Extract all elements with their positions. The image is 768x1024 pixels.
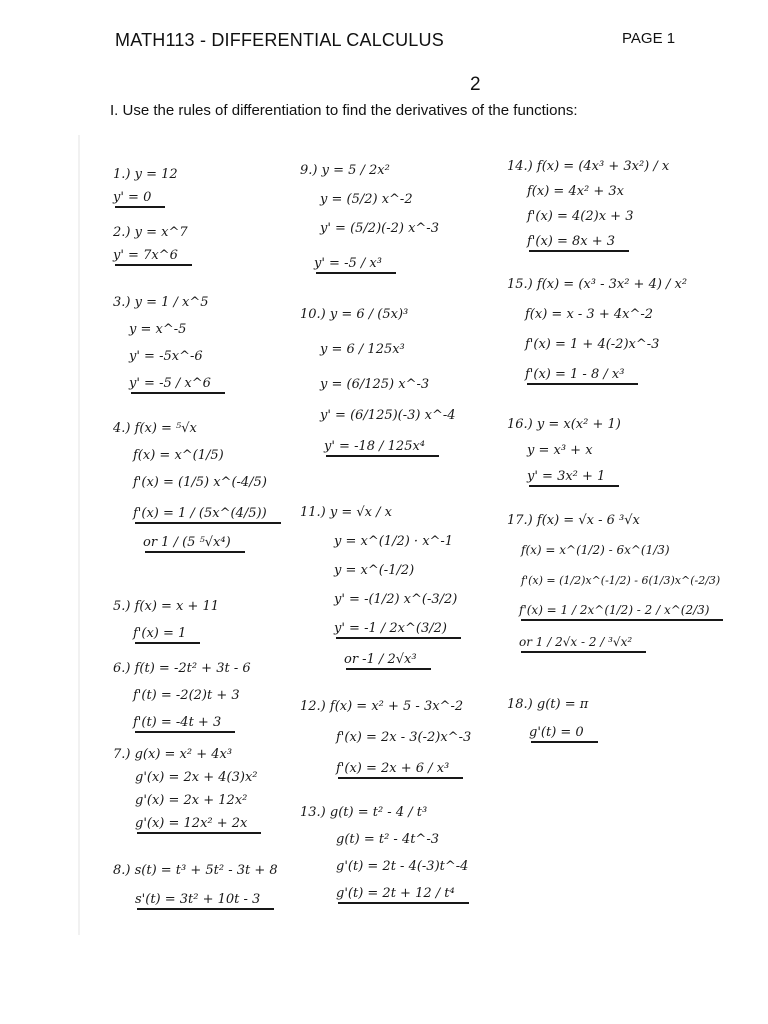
step-line: g'(x) = 2x + 4(3)x²: [135, 770, 258, 785]
problem-line: 17.) f(x) = √x - 6 ³√x: [507, 513, 640, 528]
page-header: [0, 0, 768, 140]
problem-line: 13.) g(t) = t² - 4 / t³: [300, 805, 428, 820]
answer-line: f'(x) = 8x + 3: [527, 235, 629, 248]
problem-line: 2.) y = x^7: [113, 225, 188, 240]
problem-11: [300, 506, 500, 668]
step-line: f'(x) = 2x - 3(-2)x^-3: [336, 730, 472, 745]
problem-4: [113, 422, 293, 551]
problem-18: [507, 698, 598, 741]
step-line: y' = (6/125)(-3) x^-4: [320, 408, 456, 423]
answer-line: y' = -18 / 125x⁴: [324, 440, 439, 453]
problem-10: [300, 308, 456, 455]
step-line: g(t) = t² - 4t^-3: [336, 832, 439, 847]
course-title: MATH113 - DIFFERENTIAL CALCULUS: [115, 30, 444, 50]
answer-line-alt: or 1 / (5 ⁵√x⁴): [143, 536, 245, 549]
paper-edge: [78, 135, 80, 935]
answer-line: f'(x) = 2x + 6 / x³: [336, 762, 463, 775]
answer-line: y' = 0: [113, 191, 165, 204]
step-line: y' = -(1/2) x^(-3/2): [334, 592, 458, 607]
step-line: y = (5/2) x^-2: [320, 192, 413, 207]
step-line: g'(t) = 2t - 4(-3)t^-4: [336, 859, 469, 874]
problem-8: [113, 864, 278, 908]
problem-line: 18.) g(t) = π: [507, 697, 589, 712]
problem-17: [507, 514, 723, 651]
step-line: f'(x) = (1/5) x^(-4/5): [133, 475, 267, 490]
problem-13: [300, 806, 469, 902]
problem-12: [300, 700, 471, 777]
answer-line: f'(x) = 1: [133, 627, 200, 640]
step-line: y = 6 / 125x³: [320, 342, 405, 357]
problem-line: 11.) y = √x / x: [300, 505, 392, 520]
answer-line: f'(x) = 1 / 2x^(1/2) - 2 / x^(2/3): [519, 604, 723, 617]
answer-line: y' = -1 / 2x^(3/2): [334, 622, 461, 635]
answer-line: y' = -5 / x³: [314, 257, 396, 270]
step-line: f(x) = 4x² + 3x: [527, 184, 625, 199]
answer-line-alt: or 1 / 2√x - 2 / ³√x²: [519, 636, 646, 649]
step-line: f'(x) = (1/2)x^(-1/2) - 6(1/3)x^(-2/3): [521, 574, 721, 587]
problem-line: 16.) y = x(x² + 1): [507, 417, 621, 432]
problem-16: [507, 418, 621, 485]
problem-line: 7.) g(x) = x² + 4x³: [113, 747, 233, 762]
answer-line: f'(x) = 1 - 8 / x³: [525, 368, 638, 381]
step-line: f'(x) = 1 + 4(-2)x^-3: [525, 337, 660, 352]
answer-line: y' = -5 / x^6: [129, 377, 225, 390]
answer-line: g'(t) = 0: [529, 726, 598, 739]
answer-line: y' = 3x² + 1: [527, 470, 619, 483]
answer-line: g'(x) = 12x² + 2x: [135, 817, 261, 830]
problem-line: 5.) f(x) = x + 11: [113, 599, 220, 614]
problem-7: [113, 748, 261, 832]
step-line: f'(x) = 4(2)x + 3: [527, 209, 634, 224]
instructions: I. Use the rules of differentiation to find the derivatives of the functions:: [110, 102, 578, 119]
problem-line: 3.) y = 1 / x^5: [113, 295, 209, 310]
page-label: PAGE 1: [622, 30, 676, 47]
problem-line: 4.) f(x) = ⁵√x: [113, 421, 197, 436]
step-line: f(x) = x^(1/5): [133, 448, 224, 463]
problem-6: [113, 662, 251, 731]
answer-line: y' = 7x^6: [113, 249, 192, 262]
answer-line: s'(t) = 3t² + 10t - 3: [135, 893, 274, 906]
problem-9: [300, 164, 439, 272]
step-line: f(x) = x^(1/2) - 6x^(1/3): [521, 543, 670, 557]
problem-1: [113, 168, 178, 206]
step-line: y' = (5/2)(-2) x^-3: [320, 221, 439, 236]
step-line: g'(x) = 2x + 12x²: [135, 793, 248, 808]
problem-line: 6.) f(t) = -2t² + 3t - 6: [113, 661, 251, 676]
problem-line: 8.) s(t) = t³ + 5t² - 3t + 8: [113, 863, 278, 878]
step-line: y = x^(1/2) · x^-1: [334, 534, 454, 549]
problem-line: 10.) y = 6 / (5x)³: [300, 307, 409, 322]
step-line: y = x^-5: [129, 322, 187, 337]
answer-line: f'(x) = 1 / (5x^(4/5)): [133, 507, 281, 520]
problem-line: 14.) f(x) = (4x³ + 3x²) / x: [507, 159, 670, 174]
step-line: y = x^(-1/2): [334, 563, 415, 578]
answer-line: g'(t) = 2t + 12 / t⁴: [336, 887, 469, 900]
problem-15: [507, 278, 687, 383]
problem-line: 9.) y = 5 / 2x²: [300, 163, 390, 178]
problem-2: [113, 226, 192, 264]
problem-line: 1.) y = 12: [113, 167, 178, 182]
step-line: f'(t) = -2(2)t + 3: [133, 688, 240, 703]
step-line: f(x) = x - 3 + 4x^-2: [525, 307, 654, 322]
problem-line: 15.) f(x) = (x³ - 3x² + 4) / x²: [507, 277, 688, 292]
step-line: y' = -5x^-6: [129, 349, 203, 364]
problem-line: 12.) f(x) = x² + 5 - 3x^-2: [300, 699, 464, 714]
problem-14: [507, 160, 669, 250]
step-line: y = (6/125) x^-3: [320, 377, 430, 392]
problem-3: [113, 296, 225, 392]
answer-line-alt: or -1 / 2√x³: [344, 653, 431, 666]
problem-5: [113, 600, 219, 642]
answer-line: f'(t) = -4t + 3: [133, 716, 235, 729]
step-line: y = x³ + x: [527, 443, 593, 458]
page-number: 2: [470, 74, 481, 95]
